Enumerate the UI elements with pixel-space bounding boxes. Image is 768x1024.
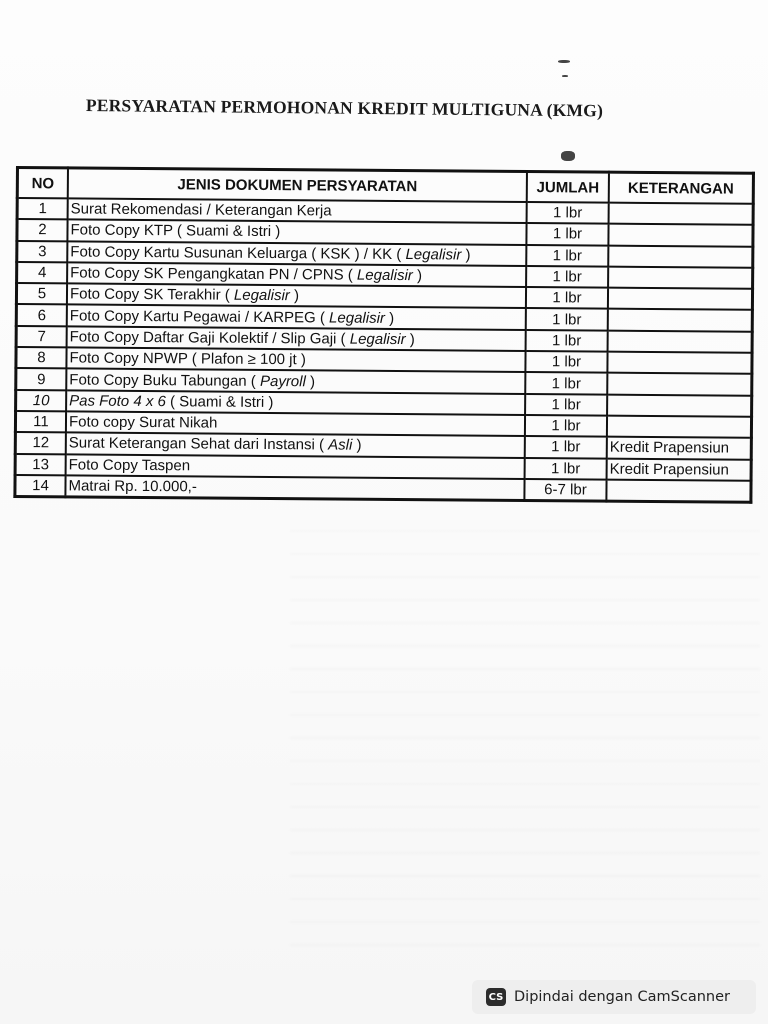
document-name-part: Foto Copy Daftar Gaji Kolektif / Slip Gaji ( bbox=[69, 328, 350, 348]
document-name-italic-part: Legalisir bbox=[349, 330, 406, 348]
row-quantity: 1 lbr bbox=[525, 351, 607, 373]
document-name-part: ) bbox=[305, 372, 316, 390]
document-name-italic-part: Asli bbox=[328, 436, 353, 455]
document-name-italic-part: Legalisir bbox=[405, 245, 462, 264]
document-name-part: Foto Copy SK Terakhir ( bbox=[69, 285, 235, 305]
requirements-table-wrapper bbox=[13, 166, 755, 504]
row-note bbox=[608, 267, 753, 289]
row-note bbox=[608, 330, 753, 352]
row-number: 1 bbox=[17, 198, 68, 220]
document-name-part: Foto Copy Taspen bbox=[68, 456, 191, 475]
document-name-part: Foto copy Surat Nikah bbox=[68, 413, 218, 432]
row-quantity: 1 lbr bbox=[525, 394, 607, 416]
row-quantity: 1 lbr bbox=[526, 287, 608, 309]
header-no: NO bbox=[17, 168, 68, 199]
row-number: 3 bbox=[17, 241, 68, 263]
row-quantity: 1 lbr bbox=[527, 202, 609, 224]
document-name-italic-part: Legalisir bbox=[329, 309, 386, 327]
row-number: 8 bbox=[16, 347, 67, 369]
document-name-part: ) bbox=[412, 267, 423, 285]
row-quantity: 1 lbr bbox=[525, 415, 607, 437]
row-number: 11 bbox=[15, 411, 66, 433]
row-number: 7 bbox=[16, 326, 67, 348]
row-number: 13 bbox=[15, 454, 66, 476]
row-note bbox=[607, 416, 752, 438]
row-note bbox=[607, 394, 752, 416]
scan-speck bbox=[561, 151, 575, 161]
row-note bbox=[609, 203, 754, 225]
row-number: 4 bbox=[17, 262, 68, 284]
document-name-part: Foto Copy Buku Tabungan ( bbox=[69, 370, 261, 390]
row-note bbox=[608, 309, 753, 331]
row-quantity: 6-7 lbr bbox=[524, 479, 606, 501]
document-name-italic-part: Pas Foto 4 x 6 bbox=[69, 392, 166, 410]
row-note bbox=[608, 245, 753, 267]
row-number: 9 bbox=[16, 368, 67, 390]
row-note: Kredit Prapensiun bbox=[607, 437, 752, 459]
row-note bbox=[607, 373, 752, 395]
row-quantity: 1 lbr bbox=[525, 372, 607, 394]
scan-speck bbox=[562, 75, 568, 77]
document-name-part: ) bbox=[461, 246, 471, 264]
row-note bbox=[608, 224, 753, 246]
camscanner-watermark bbox=[472, 980, 756, 1014]
table-row bbox=[15, 475, 751, 503]
row-quantity: 1 lbr bbox=[526, 308, 608, 330]
row-number: 10 bbox=[16, 390, 67, 412]
row-number: 12 bbox=[15, 432, 66, 454]
document-name-italic-part: Payroll bbox=[259, 372, 306, 390]
row-quantity: 1 lbr bbox=[525, 458, 607, 480]
scan-speck bbox=[558, 60, 570, 63]
header-note: KETERANGAN bbox=[609, 172, 754, 204]
row-quantity: 1 lbr bbox=[525, 436, 607, 458]
row-quantity: 1 lbr bbox=[526, 245, 608, 267]
row-number: 6 bbox=[16, 304, 67, 326]
row-note bbox=[607, 352, 752, 374]
row-quantity: 1 lbr bbox=[526, 330, 608, 352]
header-document-type: JENIS DOKUMEN PERSYARATAN bbox=[68, 168, 527, 202]
row-quantity: 1 lbr bbox=[526, 223, 608, 245]
document-name-part: Matrai Rp. 10.000,- bbox=[68, 477, 197, 496]
row-note bbox=[608, 288, 753, 310]
document-name-part: Foto Copy KTP ( Suami & Istri ) bbox=[70, 221, 281, 241]
row-number: 2 bbox=[17, 219, 68, 241]
requirements-table bbox=[13, 166, 755, 504]
bleed-through-shadow bbox=[290, 530, 760, 950]
row-quantity: 1 lbr bbox=[526, 266, 608, 288]
row-note bbox=[606, 480, 751, 503]
document-name-part: ) bbox=[352, 437, 362, 455]
document-name-part: ) bbox=[384, 309, 395, 327]
header-quantity: JUMLAH bbox=[527, 172, 609, 203]
row-number: 14 bbox=[15, 475, 66, 497]
document-name-part: Foto Copy SK Pengangkatan PN / CPNS ( bbox=[70, 264, 358, 284]
document-name-part: Surat Rekomendasi / Keterangan Kerja bbox=[70, 200, 332, 220]
camscanner-logo-icon: CS bbox=[486, 988, 506, 1006]
camscanner-watermark-text: Dipindai dengan CamScanner bbox=[514, 989, 731, 1005]
row-document-name bbox=[65, 475, 524, 500]
document-name-italic-part: Legalisir bbox=[233, 287, 290, 305]
document-name-part: ) bbox=[405, 330, 415, 349]
document-name-part: Surat Keterangan Sehat dari Instansi ( bbox=[68, 434, 329, 454]
document-name-italic-part: Legalisir bbox=[356, 266, 413, 285]
document-name-part: Foto Copy NPWP ( Plafon ≥ 100 jt ) bbox=[69, 349, 306, 369]
document-name-part: Foto Copy Kartu Susunan Keluarga ( KSK ) / KK ( bbox=[70, 243, 406, 263]
document-name-part: ) bbox=[289, 287, 300, 305]
document-name-part: ( Suami & Istri ) bbox=[165, 392, 274, 411]
row-number: 5 bbox=[16, 283, 67, 305]
row-note: Kredit Prapensiun bbox=[607, 458, 752, 480]
page-title: PERSYARATAN PERMOHONAN KREDIT MULTIGUNA (KMG) bbox=[85, 95, 604, 121]
table-body bbox=[15, 198, 753, 502]
document-name-part: Foto Copy Kartu Pegawai / KARPEG ( bbox=[69, 307, 330, 327]
